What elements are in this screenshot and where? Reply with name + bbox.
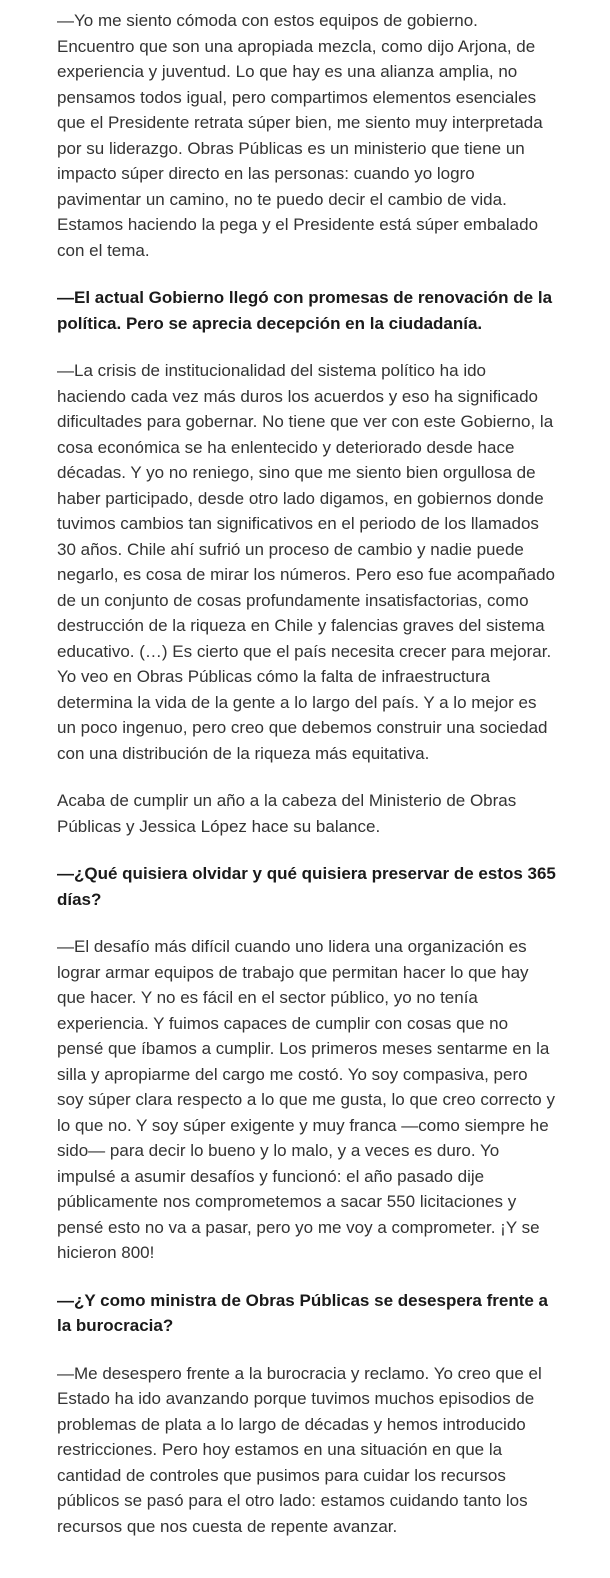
interview-answer-paragraph: —La crisis de institucionalidad del sistema político ha ido haciendo cada vez más duros los acuerdos y eso ha significado dificultades para gobernar. No tiene que ver con este Gobierno, la cosa económica se ha enlentecido y deteriorado desde hace décadas. Y yo no reniego, sino que me siento bien orgullosa de haber participado, desde otro lado digamos, en gobiernos donde tuvimos cambios tan significativos en el periodo de los llamados 30 años. Chile ahí sufrió un proceso de cambio y nadie puede negarlo, es cosa de mirar los números. Pero eso fue acompañado de un conjunto de cosas profundamente insatisfactorias, como destrucción de la riqueza en Chile y falencias graves del sistema educativo. (…) Es cierto que el país necesita crecer para mejorar. Yo veo en Obras Públicas cómo la falta de infraestructura determina la vida de la gente a lo largo del país. Y a lo mejor es un poco ingenuo, pero creo que debemos construir una sociedad con una distribución de la riqueza más equitativa.: [57, 361, 555, 763]
interview-question-paragraph: —¿Qué quisiera olvidar y qué quisiera preservar de estos 365 días?: [57, 864, 556, 909]
narration-paragraph: Acaba de cumplir un año a la cabeza del Ministerio de Obras Públicas y Jessica López hace su balance.: [57, 791, 517, 836]
interview-answer-paragraph: —Me desespero frente a la burocracia y reclamo. Yo creo que el Estado ha ido avanzando porque tuvimos muchos episodios de problemas de plata a lo largo de décadas y hemos introducido restricciones. Pero hoy estamos en una situación en que la cantidad de controles que pusimos para cuidar los recursos públicos se pasó para el otro lado: estamos cuidando tanto los recursos que nos cuesta de repente avanzar.: [57, 1363, 542, 1536]
interview-answer-paragraph: —Yo me siento cómoda con estos equipos de gobierno. Encuentro que son una apropiada mezcla, como dijo Arjona, de experiencia y juventud. Lo que hay es una alianza amplia, no pensamos todos igual, pero compartimos elementos esenciales que el Presidente retrata súper bien, me siento muy interpretada por su liderazgo. Obras Públicas es un ministerio que tiene un impacto súper directo en las personas: cuando yo logro pavimentar un camino, no te puedo decir el cambio de vida. Estamos haciendo la pega y el Presidente está súper embalado con el tema.: [57, 11, 543, 260]
interview-question-paragraph: —¿Y como ministra de Obras Públicas se desespera frente a la burocracia?: [57, 1290, 548, 1335]
interview-question-paragraph: —El actual Gobierno llegó con promesas de renovación de la política. Pero se aprecia decepción en la ciudadanía.: [57, 288, 553, 333]
interview-answer-paragraph: —El desafío más difícil cuando uno lidera una organización es lograr armar equipos de trabajo que permitan hacer lo que hay que hacer. Y no es fácil en el sector público, yo no tenía experiencia. Y fuimos capaces de cumplir con cosas que no pensé que íbamos a cumplir. Los primeros meses sentarme en la silla y apropiarme del cargo me costó. Yo soy compasiva, pero soy súper clara respecto a lo que me gusta, lo que creo correcto y lo que no. Y soy súper exigente y muy franca —como siempre he sido— para decir lo bueno y lo malo, y a veces es duro. Yo impulsé a asumir desafíos y funcionó: el año pasado dije públicamente nos comprometemos a sacar 550 licitaciones y pensé esto no va a pasar, pero yo me voy a comprometer. ¡Y se hicieron 800!: [57, 937, 555, 1262]
